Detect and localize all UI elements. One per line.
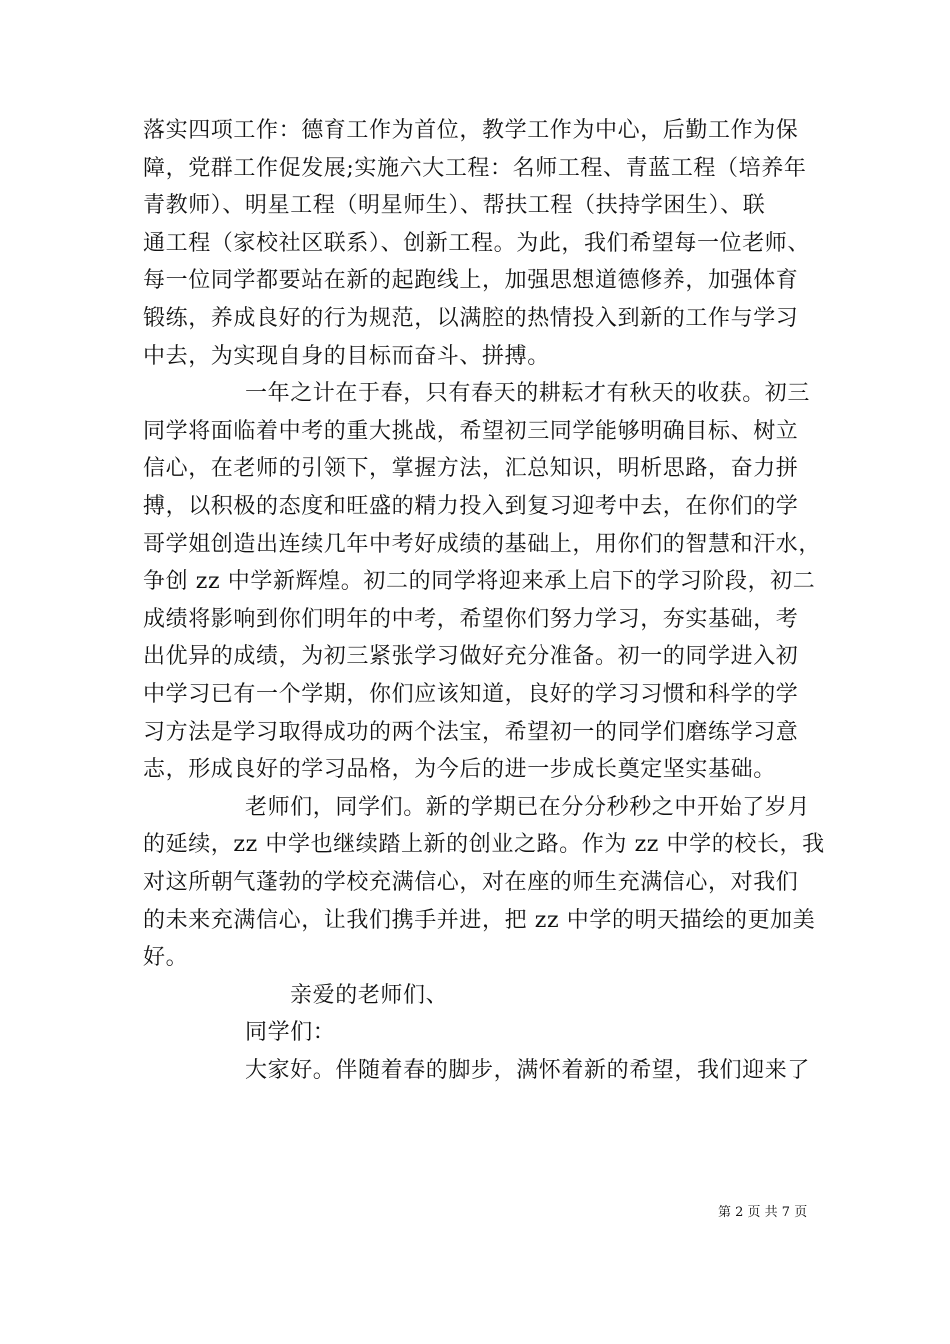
text-line: 成绩将影响到你们明年的中考，希望你们努力学习，夯实基础，考 (143, 606, 799, 632)
paragraph-start-line: 大家好。伴随着春的脚步，满怀着新的希望，我们迎来了 (245, 1058, 811, 1083)
text-line: 的延续，zz 中学也继续踏上新的创业之路。作为 zz 中学的校长，我 (143, 832, 825, 858)
text-line: 习方法是学习取得成功的两个法宝，希望初一的同学们磨练学习意 (143, 719, 799, 745)
text-line: 志，形成良好的学习品格，为今后的进一步成长奠定坚实基础。 (143, 757, 776, 783)
text-line: 通工程（家校社区联系）、创新工程。为此，我们希望每一位老师、 (143, 230, 811, 256)
text-line: 出优异的成绩，为初三紧张学习做好充分准备。初一的同学进入初 (143, 644, 799, 670)
salutation-line: 亲爱的老师们、 (290, 982, 449, 1008)
paragraph-start-line: 一年之计在于春，只有春天的耕耘才有秋天的收获。初三 (245, 381, 811, 407)
text-line: 争创 zz 中学新辉煌。初二的同学将迎来承上启下的学习阶段，初二 (143, 569, 816, 595)
text-line: 落实四项工作：德育工作为首位，教学工作为中心，后勤工作为保 (143, 118, 799, 143)
text-line: 每一位同学都要站在新的起跑线上，加强思想道德修养，加强体育 (143, 268, 799, 294)
text-line: 中去，为实现自身的目标而奋斗、拼搏。 (143, 343, 550, 369)
text-line: 障，党群工作促发展;实施六大工程：名师工程、青蓝工程（培养年 (143, 155, 807, 181)
text-line: 哥学姐创造出连续几年中考好成绩的基础上，用你们的智慧和汗水， (143, 531, 822, 557)
text-line: 好。 (143, 945, 189, 971)
text-line: 信心，在老师的引领下，掌握方法，汇总知识，明析思路，奋力拼 (143, 456, 799, 482)
paragraph-start-line: 老师们，同学们。新的学期已在分分秒秒之中开始了岁月 (245, 794, 811, 820)
salutation-line: 同学们： (245, 1020, 336, 1046)
page-number: 第 2 页 共 7 页 (718, 1205, 808, 1220)
text-line: 锻练，养成良好的行为规范，以满腔的热情投入到新的工作与学习 (143, 306, 799, 331)
text-line: 对这所朝气蓬勃的学校充满信心，对在座的师生充满信心，对我们 (143, 870, 799, 895)
text-line: 的未来充满信心，让我们携手并进，把 zz 中学的明天描绘的更加美 (143, 907, 816, 933)
text-line: 青教师）、明星工程（明星师生）、帮扶工程（扶持学困生）、联 (143, 193, 766, 219)
text-line: 中学习已有一个学期，你们应该知道，良好的学习习惯和科学的学 (143, 682, 799, 707)
text-line: 同学将面临着中考的重大挑战，希望初三同学能够明确目标、树立 (143, 418, 799, 444)
text-line: 搏，以积极的态度和旺盛的精力投入到复习迎考中去，在你们的学 (143, 494, 799, 519)
